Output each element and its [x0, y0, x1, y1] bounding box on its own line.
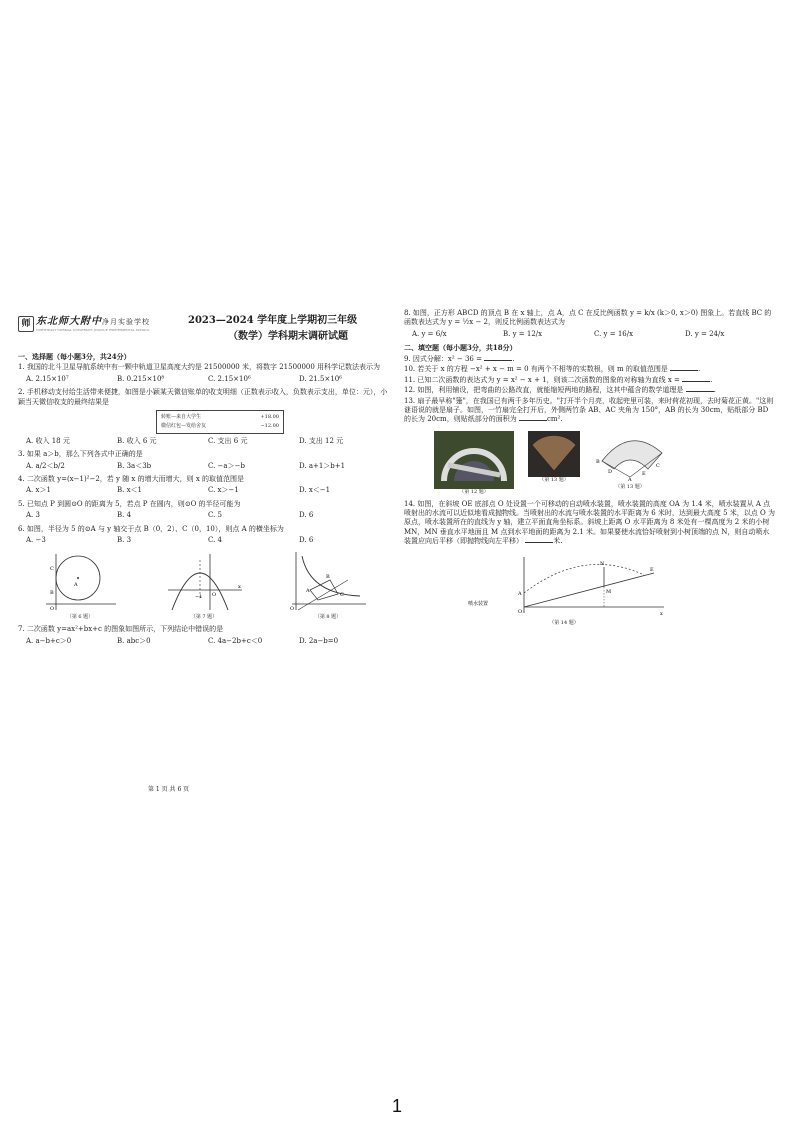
svg-text:A: A: [74, 581, 78, 588]
svg-text:x: x: [238, 583, 241, 590]
answer-blank: [519, 420, 547, 421]
svg-text:A: A: [518, 590, 522, 597]
option: C. 4a−2b+c＜0: [208, 636, 263, 645]
option: D. 6: [299, 511, 314, 520]
svg-text:O: O: [50, 605, 55, 612]
svg-text:A: A: [306, 587, 310, 594]
option: C. 4: [208, 536, 223, 545]
option: C. y = 16/x: [594, 329, 634, 338]
photo-q13: （第 13 题）: [528, 431, 580, 496]
school-logo: [18, 314, 168, 336]
option: D. x＜−1: [299, 486, 331, 495]
option: A. 2.15×10⁷: [26, 374, 69, 383]
question-6-options: [26, 536, 390, 545]
question-11: 11. 已知二次函数的表达式为 y = x² − x + 1，则该二次函数的图象的对称轴为直线 x = .: [404, 375, 713, 384]
exam-header: [18, 308, 390, 350]
option: A. 3: [26, 511, 40, 520]
answer-blank: [525, 542, 553, 543]
fan-diagram: B D A E C （第 13 题）: [594, 431, 666, 496]
option: B. y = 12/x: [503, 329, 543, 338]
svg-text:M: M: [606, 588, 612, 595]
school-emblem-icon: 师: [18, 316, 34, 332]
question-10: 10. 若关于 x 的方程 −x² + x − m = 0 有两个不相等的实数根，则 m 的取值范围是 .: [404, 365, 701, 374]
right-column: [404, 308, 776, 626]
svg-text:N: N: [600, 560, 605, 567]
question-5: 5. 已知点 P 到圆⊙O 的距离为 5，若点 P 在圆内，则⊙O 的半径可能为: [18, 499, 241, 508]
bill-row: 微信红包—发给舍友 −12.00: [161, 422, 279, 429]
option: A. x＞1: [26, 486, 51, 495]
option: D. 6: [299, 536, 314, 545]
left-column: [18, 308, 390, 650]
option: B. 收入 6 元: [117, 436, 157, 445]
option: A. y = 6/x: [412, 329, 447, 338]
option: C. x＞−1: [208, 486, 239, 495]
wechat-bill-box: [156, 410, 284, 434]
svg-text:C: C: [50, 565, 54, 572]
option: D. 支出 12 元: [299, 436, 344, 445]
figures-row: [18, 550, 390, 622]
answer-blank: [484, 360, 512, 361]
question-4: 4. 二次函数 y=(x−1)²−2，若 y 随 x 的增大而增大，则 x 的取值范围是: [18, 475, 245, 483]
svg-text:C: C: [656, 462, 660, 469]
page-number: 1: [391, 1096, 402, 1116]
svg-text:E: E: [650, 566, 654, 573]
question-1: 1. 我国的北斗卫星导航系统中有一颗中轨道卫星高度大约是 21500000 米，将数字 21500000 用科学记数法表示为: [18, 363, 381, 372]
question-14: 14. 如图，在斜坡 OE 底部点 O 处设置一个可移动的自动喷水装置，喷水装置的高度 OA 为 1.4 米，喷水装置从 A 点喷射出的水流可以近似地看成抛物线。当喷射出的水流与喷水装置的水平距离为 6 米时，达到最大高度 5 米，以点 O 为原点，喷水装置所在的直线为 y 轴，建立平面直角坐标系。斜坡上距离 O 水平距离为 8 米处有一棵高度为 2 米的小树 MN，MN 垂直水平地面且 M 点到水平地面的距离为 2.1 米。如果要使水流恰好喷射到小树顶端的点 N，则自动喷水装置应向后平移（即抛物线向左平移） 米.: [404, 499, 775, 546]
svg-text:x: x: [660, 610, 663, 617]
question-12: 12. 如图，利用铺设，把弯曲的公路改直，就能缩短两地的路程，这其中蕴含的数学道理是 .: [404, 386, 716, 395]
bill-row: 转账—来自大学生 +18.00: [161, 414, 279, 421]
figure-q6: A C B O （第 6 题）: [40, 550, 120, 622]
option: B. 0.215×10⁸: [117, 374, 165, 383]
hyperbola-figure: [288, 550, 368, 612]
option: A. −3: [26, 536, 46, 545]
sprinkler-figure: [464, 553, 664, 617]
option: A. 收入 18 元: [26, 436, 70, 445]
option: D. 21.5×10⁶: [299, 374, 342, 383]
question-7-options: [26, 637, 390, 646]
option: D. y = 24/x: [685, 329, 725, 338]
question-2-options: [26, 437, 390, 446]
figure-q7: −1 O x （第 7 题）: [164, 550, 244, 622]
question-1-options: [26, 375, 390, 384]
question-8-options: [412, 330, 776, 339]
option: A. a−b+c＞0: [26, 636, 72, 645]
option: C. −a＞−b: [208, 461, 245, 470]
option: D. 2a−b=0: [299, 636, 339, 645]
svg-text:O: O: [212, 591, 217, 598]
option: B. 4: [117, 511, 132, 520]
svg-text:B: B: [326, 573, 330, 580]
question-8: 8. 如图，正方形 ABCD 的顶点 B 在 x 轴上，点 A，点 C 在反比例函数 y = k/x (k＞0, x＞0) 图象上。若直线 BC 的函数表达式为 y = ½x − 2，则反比例函数表达式为: [404, 309, 772, 327]
road-photo: [434, 431, 514, 489]
figure-q8: B A C O （第 8 题）: [288, 550, 368, 622]
photo-q12: （第 12 题）: [434, 431, 514, 496]
option: A. a/2＜b/2: [26, 461, 65, 470]
option: B. 3a＜3b: [117, 461, 152, 470]
exam-sheet: [18, 308, 776, 793]
option: C. 5: [208, 511, 223, 520]
svg-text:E: E: [642, 470, 646, 477]
option: B. abc＞0: [117, 636, 151, 645]
question-4-options: [26, 486, 390, 495]
svg-text:B: B: [50, 589, 54, 596]
exam-title-line2: （数学）学科期末调研试题: [228, 331, 348, 342]
question-13: 13. 扇子最早称"箑"，在我国已有两千多年历史。"打开半个月亮，收起兜里可装，来时荷花初现，去时菊花正黄。"这则谜语说的就是扇子。如图，一竹扇完全打开后，外侧两竹条 AB、AC 夹角为 150°，AB 的长为 30cm，贴纸部分 BD 的长为 20cm，则贴纸部分的面积为 cm².: [404, 396, 774, 424]
option: B. x＜1: [117, 486, 142, 495]
section-choice-title: 一、选择题（每小题3分，共24分）: [18, 352, 131, 361]
svg-text:−1: −1: [195, 593, 203, 600]
exam-title-line1: 2023—2024 学年度上学期初三年级: [188, 315, 358, 326]
answer-blank: [670, 370, 698, 371]
svg-text:B: B: [596, 458, 600, 465]
option: B. 3: [117, 536, 132, 545]
answer-blank: [686, 391, 714, 392]
question-7: 7. 二次函数 y=ax²+bx+c 的图象如图所示，下列结论中错误的是: [18, 625, 224, 634]
svg-text:C: C: [340, 591, 344, 598]
svg-text:O: O: [518, 608, 523, 615]
fan-photo: [528, 431, 580, 477]
svg-text:喷水装置: 喷水装置: [468, 600, 489, 607]
question-3-options: [26, 462, 390, 471]
question-2: 2. 手机移动支付给生活带来便捷，如图是小颖某天微信账单的收支明细（正数表示收入，负数表示支出，单位：元），小颖当天微信收支的最终结果是: [18, 388, 388, 406]
answer-blank: [682, 381, 710, 382]
school-name: 东北师大附中净月实验学校: [36, 316, 150, 327]
svg-text:O: O: [290, 605, 295, 612]
page-footer: 第 1 页 共 6 页: [148, 786, 190, 793]
svg-text:A: A: [628, 476, 632, 481]
photos-row: [434, 431, 776, 496]
circle-figure: [40, 550, 120, 612]
figure-q14: N M A O E x 喷水装置 （第 14 题）: [464, 553, 664, 627]
question-5-options: [26, 511, 390, 520]
svg-text:D: D: [608, 468, 613, 475]
option: C. 支出 6 元: [208, 436, 248, 445]
option: C. 2.15×10⁶: [208, 374, 251, 383]
school-english-name: NORTHEAST NORMAL UNIVERSITY JINGYUE EXPERIMENTAL SCHOOL: [36, 328, 150, 332]
option: D. a+1＞b+1: [299, 461, 346, 470]
section-fill-title: 二、填空题（每小题3分，共18分）: [404, 343, 517, 353]
parabola-figure: [164, 550, 244, 612]
question-9: 9. 因式分解：x² − 36 = .: [404, 354, 515, 363]
question-6: 6. 如图，半径为 5 的⊙A 与 y 轴交于点 B（0，2）、C（0，10），则点 A 的横坐标为: [18, 524, 284, 533]
question-3: 3. 如果 a＞b，那么下列各式中正确的是: [18, 450, 143, 459]
